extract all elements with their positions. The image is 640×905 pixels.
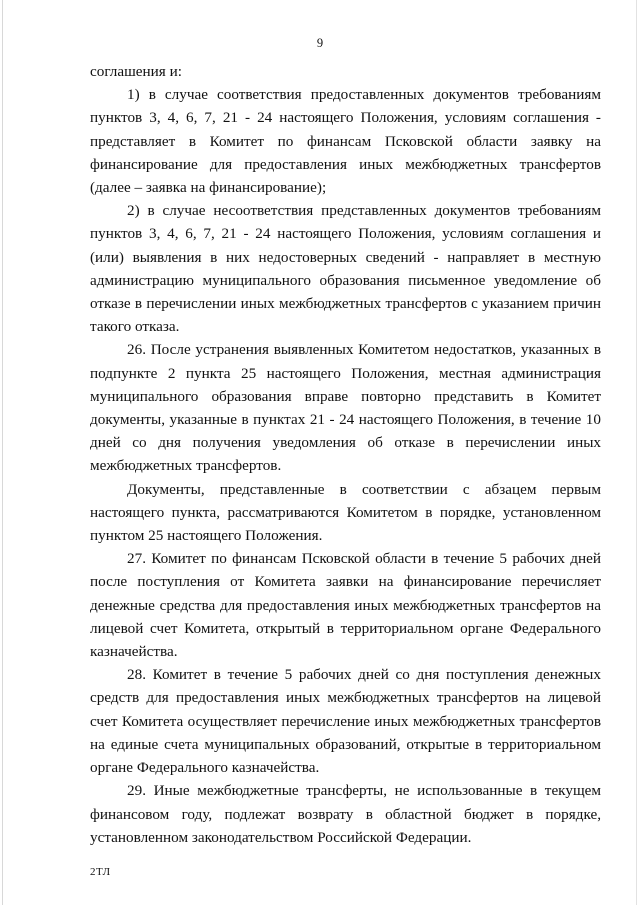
scan-edge-right [636,0,637,905]
scan-edge-left [2,0,3,905]
paragraph-clause-26: 26. После устранения выявленных Комитетом недостатков, указанных в подпункте 2 пункта 25 настоящего Положения, местная администрация муниципального образования вправе повторно представить в Комитет документы, указанные в пунктах 21 - 24 настоящего Положения, в течение 10 дней со дня получения уведомления об отказе в перечислении иных межбюджетных трансфертов. [90,341,601,475]
paragraph-clause-28: 28. Комитет в течение 5 рабочих дней со дня поступления денежных средств для предоставления иных межбюджетных трансфертов на лицевой счет Комитета осуществляет перечисление иных межбюджетных трансфертов на единые счета муниципальных образований, открытые в территориальном органе Федерального казначейства. [90,666,601,777]
footer-code: 2ТЛ [90,866,111,878]
paragraph-subitem-1: 1) в случае соответствия предоставленных документов требованиям пунктов 3, 4, 6, 7, 21 - 24 настоящего Положения, условиям соглашения - представляет в Комитет по финансам Псковской области заявку на финансирование для предоставления иных межбюджетных трансфертов (далее – заявка на финансирование); [90,86,601,197]
paragraph-subitem-2: 2) в случае несоответствия представленных документов требованиям пунктов 3, 4, 6, 7, 21 - 24 настоящего Положения, условиям соглашения и (или) выявления в них недостоверных сведений - направляет в местную администрацию муниципального образования письменное уведомление об отказе в перечислении иных межбюджетных трансфертов с указанием причин такого отказа. [90,202,601,336]
paragraph-clause-27: 27. Комитет по финансам Псковской области в течение 5 рабочих дней после поступления от Комитета заявки на финансирование перечисляет денежные средства для предоставления иных межбюджетных трансфертов на лицевой счет Комитета, открытый в территориальном органе Федерального казначейства. [90,550,601,661]
paragraph-clause-26-second: Документы, представленные в соответствии с абзацем первым настоящего пункта, рассматриваются Комитетом в порядке, установленном пунктом 25 настоящего Положения. [90,480,601,545]
document-body [90,60,601,849]
paragraph-clause-29: 29. Иные межбюджетные трансферты, не использованные в текущем финансовом году, подлежат возврату в областной бюджет в порядке, установленном законодательством Российской Федерации. [90,782,601,846]
page-number: 9 [316,36,324,50]
paragraph-continuation: соглашения и: [90,63,182,80]
